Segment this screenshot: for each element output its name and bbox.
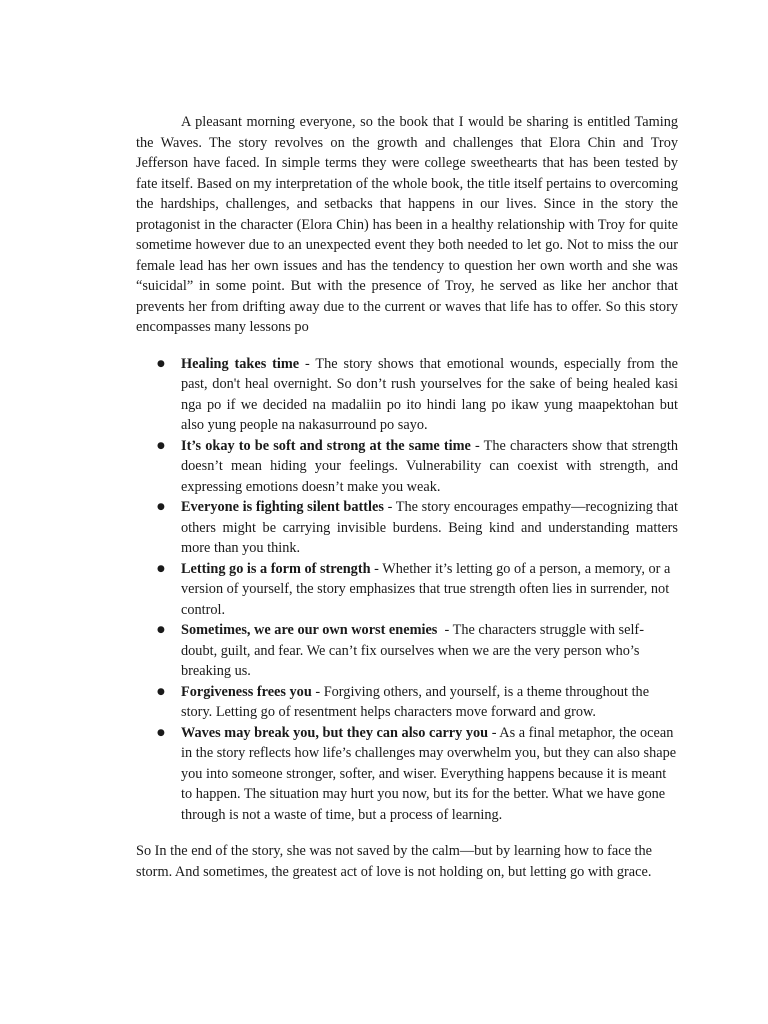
document-body: [136, 112, 678, 882]
lesson-item-silent-battles: [136, 497, 678, 559]
intro-paragraph: A pleasant morning everyone, so the book that I would be sharing is entitled Taming the Waves. The story revolves on the growth and challenges that Elora Chin and Troy Jefferson have faced. In simple terms they were college sweethearts that has been tested by fate itself. Based on my interpretation of the whole book, the title itself pertains to overcoming the hardships, challenges, and setbacks that happens in our lives. Since in the story the protagonist in the character (Elora Chin) has been in a healthy relationship with Troy for quite sometime however due to an unexpected event they both needed to let go. Not to miss the our female lead has her own issues and has the tendency to question her own worth and she was “suicidal” in some point. But with the presence of Troy, he served as like her anchor that prevents her from drifting away due to the current or waves that life has to offer. So this story encompasses many lessons po: [136, 114, 678, 335]
bullet-icon: ●: [157, 358, 165, 369]
lesson-item-soft-strong: [136, 436, 678, 498]
lesson-text: The characters show that strength doesn’t mean hiding your feelings. Vulnerability can coexist with strength, and expressing emotions doesn’t make you weak.: [181, 437, 678, 495]
lesson-item-forgiveness: [136, 682, 678, 723]
lesson-separator: -: [437, 622, 453, 638]
lesson-text: As a final metaphor, the ocean in the story reflects how life’s challenges may overwhelm you, but they can also shape you into someone stronger, softer, and wiser. Everything happens because it is meant to happen. The situation may hurt you now, but its for the better. What we have gone through is not a waste of time, but a process of learning.: [181, 724, 677, 823]
bullet-icon: ●: [157, 727, 165, 738]
lesson-separator: -: [299, 355, 316, 372]
lesson-title: Everyone is fighting silent battles: [181, 499, 384, 515]
conclusion-paragraph: So In the end of the story, she was not saved by the calm—but by learning how to face the storm. And sometimes, the greatest act of love is not holding on, but letting go with grace.: [136, 843, 653, 880]
lesson-item-letting-go: [136, 559, 678, 621]
bullet-icon: ●: [157, 502, 165, 512]
lesson-item-waves: [136, 723, 678, 826]
lesson-text: The story shows that emotional wounds, especially from the past, don't heal overnight. So don’t rush yourselves for the sake of being healed kasi nga po if we decided na madaliin po ito hindi lang po ikaw yung maapektohan but also yung people na nakasurround po sayo.: [181, 355, 678, 433]
lesson-separator: -: [370, 560, 383, 577]
lesson-title: Healing takes time: [181, 355, 300, 372]
lesson-text: Forgiving others, and yourself, is a theme throughout the story. Letting go of resentment helps characters move forward and grow.: [181, 683, 650, 720]
lesson-separator: -: [470, 437, 484, 454]
lesson-title: Forgiveness frees you: [181, 683, 312, 700]
lesson-separator: -: [488, 724, 500, 741]
lesson-separator: -: [311, 683, 324, 700]
bullet-icon: ●: [157, 686, 165, 697]
lesson-text: The characters struggle with self-doubt, guilt, and fear. We can’t fix ourselves when we are the very person who’s breaking us.: [181, 622, 644, 679]
lesson-item-healing: [136, 354, 678, 436]
bullet-icon: ●: [157, 625, 165, 635]
bullet-icon: ●: [157, 440, 165, 451]
lesson-text: The story encourages empathy—recognizing that others might be carrying invisible burdens. Being kind and understanding matters more than you think.: [181, 499, 678, 556]
lessons-list: [136, 354, 678, 826]
lesson-title: Waves may break you, but they can also carry you: [181, 724, 489, 741]
lesson-title: It’s okay to be soft and strong at the same time: [181, 437, 471, 454]
lesson-text: Whether it’s letting go of a person, a memory, or a version of yourself, the story emphasizes that true strength often lies in surrender, not control.: [181, 560, 671, 618]
lesson-title: Letting go is a form of strength: [181, 560, 371, 577]
lesson-title: Sometimes, we are our own worst enemies: [181, 622, 438, 638]
bullet-icon: ●: [157, 563, 165, 574]
lesson-item-worst-enemies: [136, 620, 678, 682]
lesson-separator: -: [383, 499, 396, 515]
